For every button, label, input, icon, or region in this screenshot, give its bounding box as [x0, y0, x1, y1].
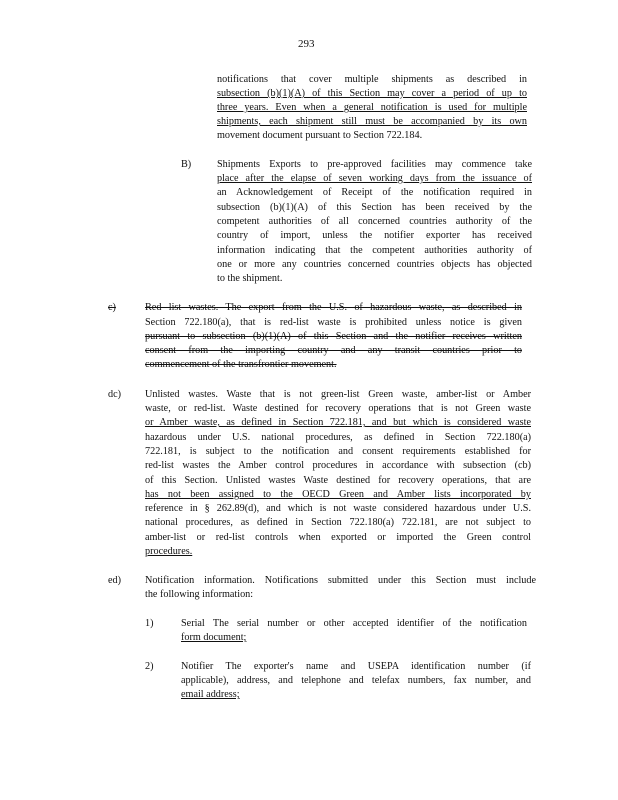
item-label-c: c) [108, 302, 116, 313]
c-line-1: Red list wastes. The export from the U.S. of hazardous waste, as described in [145, 302, 522, 313]
B-line-8: one or more any countries concerned countries objects has objected [217, 259, 532, 270]
dc-line-2: waste, or red-list. Waste destined for recovery operations that is not Green waste [145, 403, 531, 414]
c-line-3: pursuant to subsection (b)(1)(A) of this Section and the notifier receives written [145, 331, 522, 342]
cont-line-3: three years. Even when a general notification is used for multiple [217, 102, 527, 113]
item-label-B: B) [181, 159, 192, 170]
B-line-4: subsection (b)(1)(A) of this Section has been received by the [217, 202, 532, 213]
cont-line-2: subsection (b)(1)(A) of this Section may cover a period of up to [217, 88, 527, 99]
page-number: 293 [298, 38, 315, 50]
dc-line-5: 722.181, is subject to the notification and consent requirements established for [145, 446, 531, 457]
item-label-dc: dc) [108, 389, 122, 400]
dc-line-3: or Amber waste, as defined in Section 722.181, and but which is considered waste [145, 417, 531, 428]
ed-line-2: the following information: [145, 589, 254, 600]
dc-line-1: Unlisted wastes. Waste that is not green-list Green waste, amber-list or Amber [145, 389, 531, 400]
dc-line-7: of this Section. Unlisted wastes Waste destined for recovery operations, that are [145, 475, 531, 486]
item1-line-2: form document; [181, 632, 247, 643]
c-line-5: commencement of the transfrontier movement. [145, 359, 337, 370]
B-line-2: place after the elapse of seven working days from the issuance of [217, 173, 532, 184]
B-line-3: an Acknowledgement of Receipt of the notification required in [217, 187, 532, 198]
item-label-2: 2) [145, 661, 154, 672]
cont-line-1: notifications that cover multiple shipments as described in [217, 74, 527, 85]
dc-line-8: has not been assigned to the OECD Green and Amber lists incorporated by [145, 489, 531, 500]
dc-line-6: red-list wastes the Amber control procedures in accordance with subsection (cb) [145, 460, 531, 471]
B-line-6: country of import, unless the notifier exporter has received [217, 230, 532, 241]
dc-line-4: hazardous under U.S. national procedures, as defined in Section 722.180(a) [145, 432, 531, 443]
item2-line-1: Notifier The exporter's name and USEPA identification number (if [181, 661, 531, 672]
item1-line-1: Serial The serial number or other accepted identifier of the notification [181, 618, 527, 629]
B-line-9: to the shipment. [217, 273, 283, 284]
cont-line-5: movement document pursuant to Section 722.184. [217, 130, 423, 141]
dc-line-11: amber-list or red-list controls when exported or imported the Green control [145, 532, 531, 543]
item-label-1: 1) [145, 618, 154, 629]
cont-line-4: shipments, each shipment still must be accompanied by its own [217, 116, 527, 127]
B-line-7: information indicating that the competent authorities authority of [217, 245, 532, 256]
B-line-5: competent authorities of all concerned countries authority of the [217, 216, 532, 227]
B-line-1: Shipments Exports to pre-approved facilities may commence take [217, 159, 532, 170]
c-line-4: consent from the importing country and any transit countries prior to [145, 345, 522, 356]
ed-line-1: Notification information. Notifications submitted under this Section must include [145, 575, 536, 586]
dc-line-10: national procedures, as defined in Section 722.180(a) 722.181, are not subject to [145, 517, 531, 528]
dc-line-12: procedures. [145, 546, 193, 557]
item2-line-2: applicable), address, and telephone and telefax numbers, fax number, and [181, 675, 531, 686]
dc-line-9: reference in § 262.89(d), and which is not waste considered hazardous under U.S. [145, 503, 531, 514]
item2-line-3: email address; [181, 689, 240, 700]
item-label-ed: ed) [108, 575, 122, 586]
c-line-2: Section 722.180(a), that is red-list waste is prohibited unless notice is given [145, 317, 522, 328]
